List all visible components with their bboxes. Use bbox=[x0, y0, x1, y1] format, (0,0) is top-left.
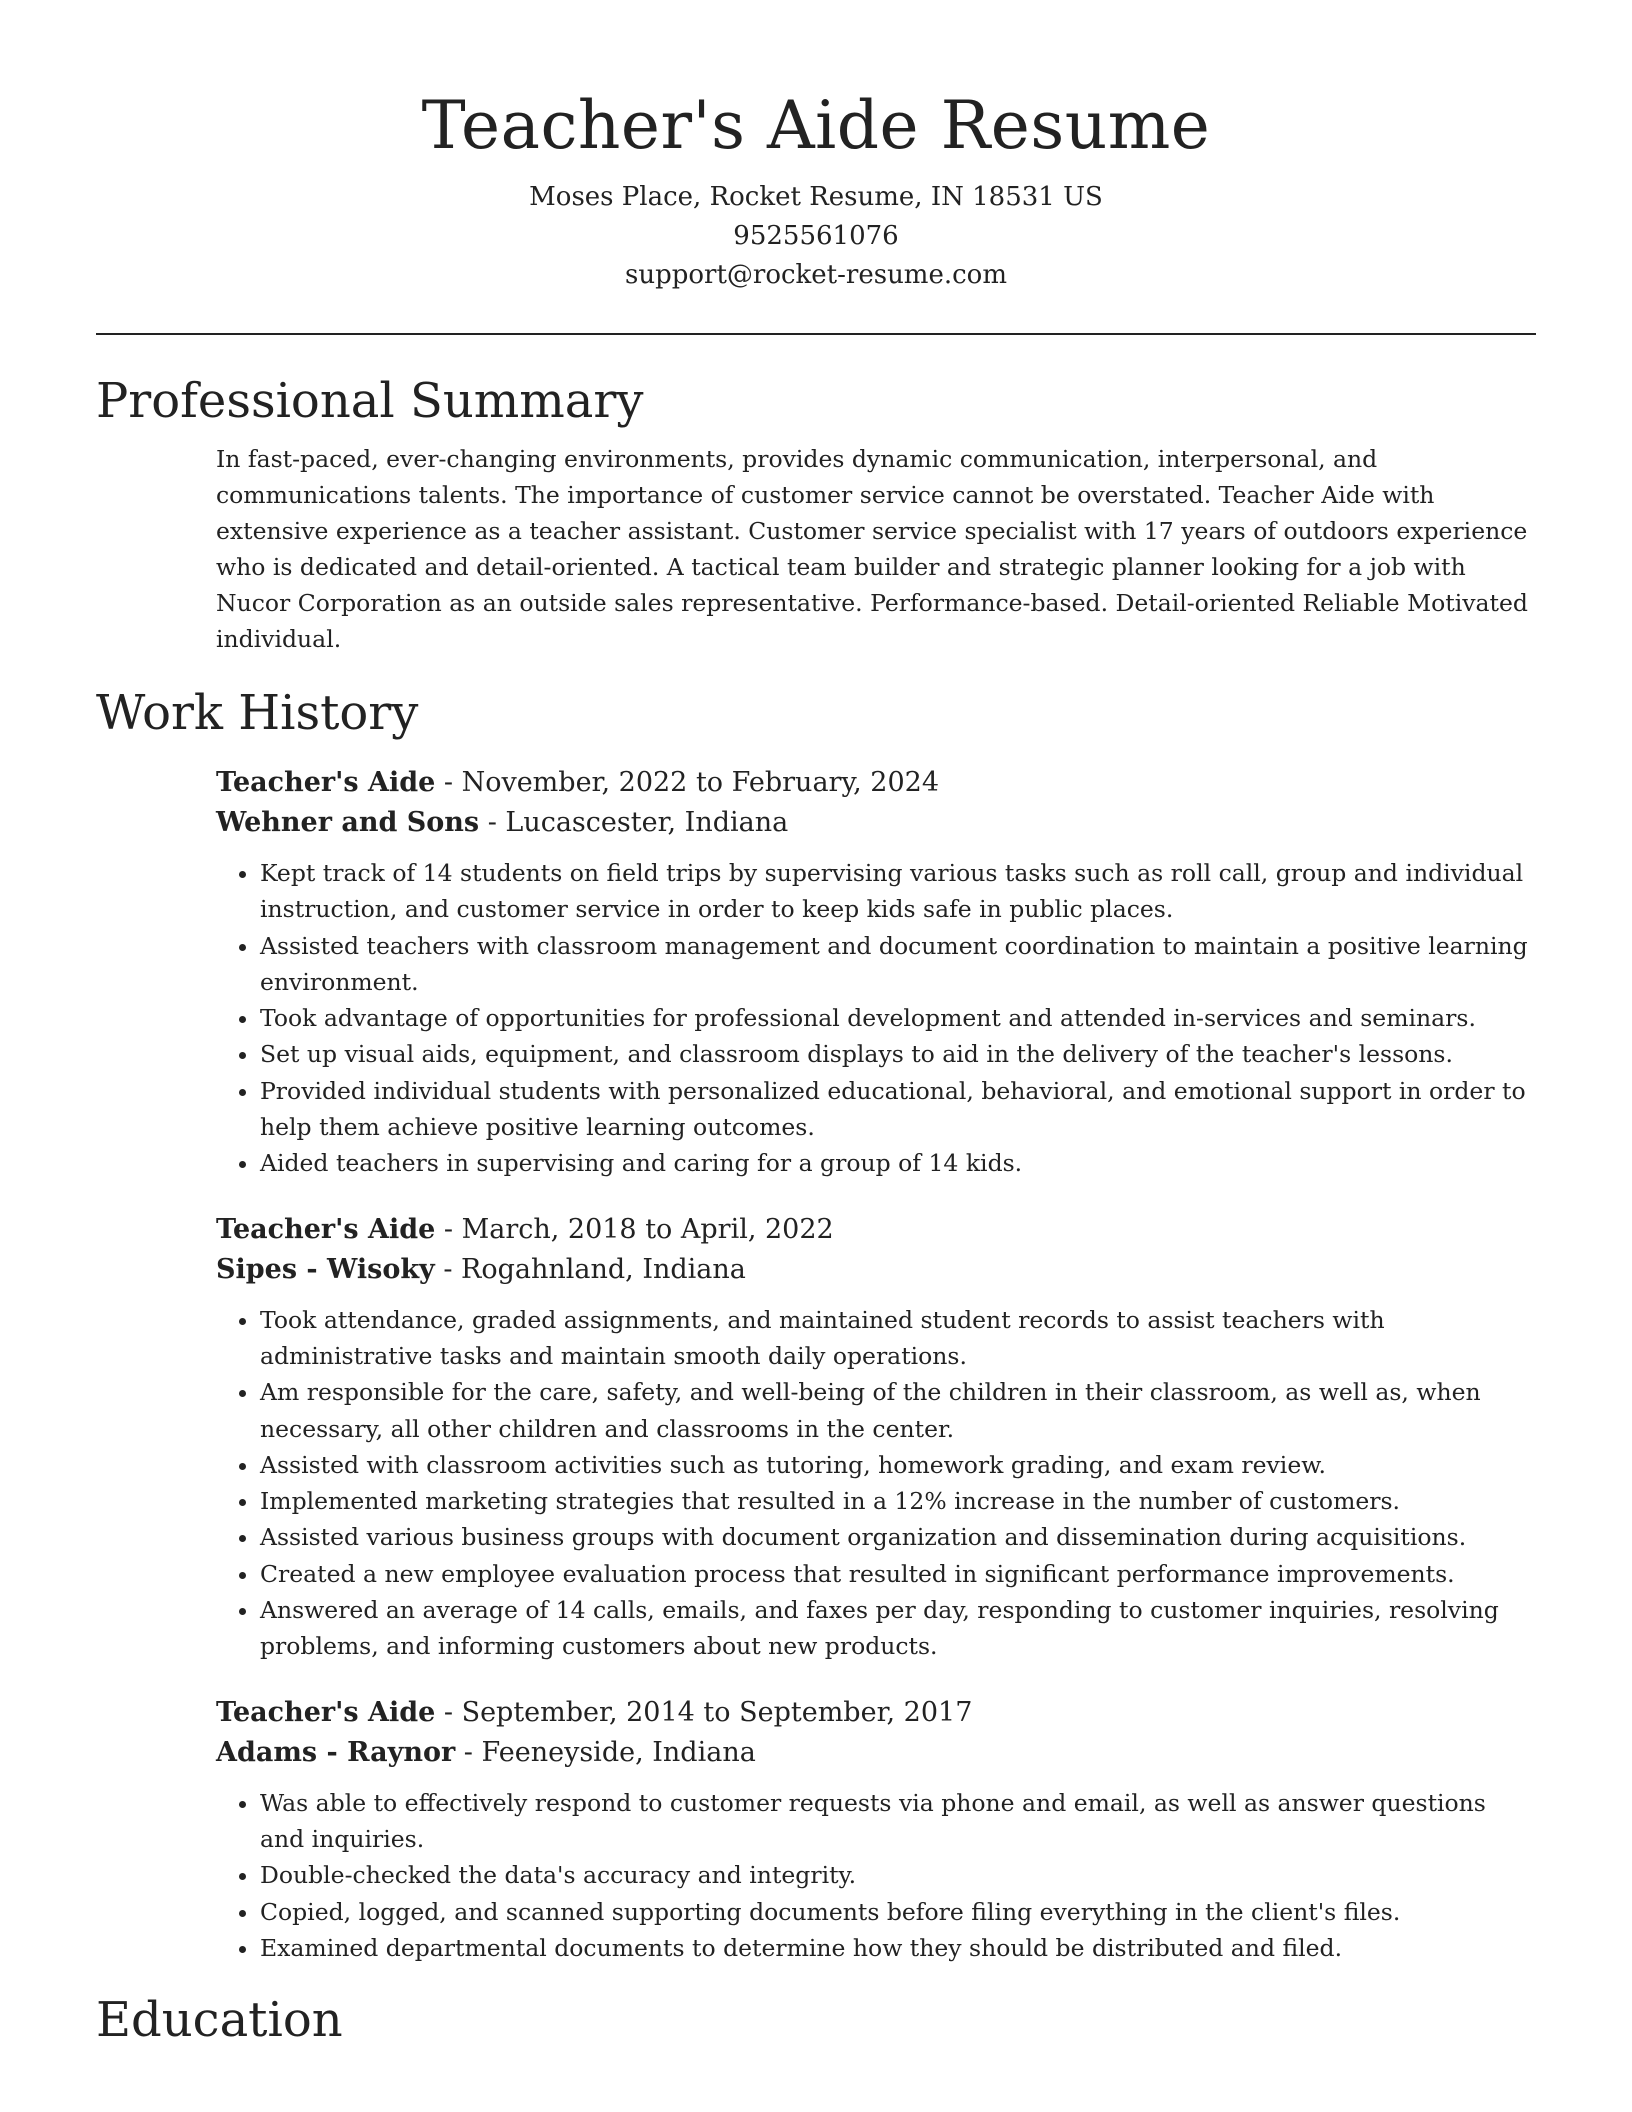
header-divider bbox=[96, 333, 1536, 335]
resume-header bbox=[96, 0, 1536, 295]
job-entry-1 bbox=[216, 763, 1536, 1182]
list-item: • Assisted teachers with classroom management and document coordination to maintain a positive learning environment. bbox=[260, 928, 1536, 1001]
summary-text: In fast-paced, ever-changing environments, provides dynamic communication, interpersonal, and communications talents. The importance of customer service cannot be overstated. Teacher Aide with extensive experience as a teacher assistant. Customer service specialist with 17 years of outdoors experience who is dedicated and detail-oriented. A tactical team builder and strategic planner looking for a job with Nucor Corporation as an outside sales representative. Performance-based. Detail-oriented Reliable Motivated individual. bbox=[216, 445, 1528, 653]
list-item: • Answered an average of 14 calls, emails, and faxes per day, responding to customer inquiries, resolving problems, and informing customers about new products. bbox=[260, 1592, 1536, 1665]
summary-heading: Professional Summary bbox=[96, 373, 644, 429]
list-item: • Am responsible for the care, safety, and well-being of the children in their classroom, as well as, when necessary, all other children and classrooms in the center. bbox=[260, 1374, 1536, 1447]
list-item: • Assisted various business groups with document organization and dissemination during acquisitions. bbox=[260, 1519, 1536, 1555]
job-dates: - March, 2018 to April, 2022 bbox=[435, 1213, 834, 1245]
list-item: • Set up visual aids, equipment, and classroom displays to aid in the delivery of the teacher's lessons. bbox=[260, 1036, 1536, 1072]
list-item: • Double-checked the data's accuracy and integrity. bbox=[260, 1857, 1536, 1893]
list-item: • Took attendance, graded assignments, and maintained student records to assist teachers with administrative tasks and maintain smooth daily operations. bbox=[260, 1302, 1536, 1375]
contact-phone: 9525561076 bbox=[733, 221, 899, 251]
job-dates: - September, 2014 to September, 2017 bbox=[435, 1696, 973, 1728]
contact-address: Moses Place, Rocket Resume, IN 18531 US bbox=[529, 182, 1103, 212]
job-role: Teacher's Aide bbox=[216, 1213, 436, 1245]
job-company: Wehner and Sons bbox=[216, 807, 480, 838]
resume-page bbox=[96, 0, 1536, 2050]
job-company: Sipes - Wisoky bbox=[216, 1253, 435, 1285]
job-title-line bbox=[216, 763, 1536, 803]
job-entry-2 bbox=[216, 1210, 1536, 1665]
list-item: • Kept track of 14 students on field trips by supervising various tasks such as roll call, group and individual instruction, and customer service in order to keep kids safe in public places. bbox=[260, 855, 1536, 928]
job-entry-3 bbox=[216, 1693, 1536, 1966]
job-bullets bbox=[216, 1302, 1536, 1665]
job-title-line bbox=[216, 1693, 1536, 1733]
list-item: • Created a new employee evaluation process that resulted in significant performance improvements. bbox=[260, 1556, 1536, 1592]
list-item: • Provided individual students with personalized educational, behavioral, and emotional support in order to help them achieve positive learning outcomes. bbox=[260, 1073, 1536, 1146]
job-company: Adams - Raynor bbox=[216, 1736, 456, 1768]
list-item: • Was able to effectively respond to customer requests via phone and email, as well as answer questions and inquiries. bbox=[260, 1785, 1536, 1858]
job-role: Teacher's Aide bbox=[216, 767, 436, 798]
job-company-line bbox=[216, 1733, 1536, 1773]
job-location: - Rogahnland, Indiana bbox=[434, 1253, 746, 1285]
job-company-line bbox=[216, 803, 1536, 843]
contact-block bbox=[96, 178, 1536, 295]
resume-title: Teacher's Aide Resume bbox=[421, 87, 1211, 164]
list-item: • Implemented marketing strategies that resulted in a 12% increase in the number of customers. bbox=[260, 1483, 1536, 1519]
job-company-line bbox=[216, 1250, 1536, 1290]
job-bullets bbox=[216, 855, 1536, 1182]
list-item: • Took advantage of opportunities for professional development and attended in-services and seminars. bbox=[260, 1000, 1536, 1036]
list-item: • Examined departmental documents to determine how they should be distributed and filed. bbox=[260, 1930, 1536, 1966]
job-title-line bbox=[216, 1210, 1536, 1250]
education-heading: Education bbox=[96, 1992, 343, 2049]
list-item: • Aided teachers in supervising and caring for a group of 14 kids. bbox=[260, 1145, 1536, 1181]
work-history-heading: Work History bbox=[96, 685, 419, 741]
job-location: - Lucascester, Indiana bbox=[479, 807, 789, 838]
list-item: • Copied, logged, and scanned supporting documents before filing everything in the client's files. bbox=[260, 1894, 1536, 1930]
job-dates: - November, 2022 to February, 2024 bbox=[435, 767, 939, 798]
job-role: Teacher's Aide bbox=[216, 1696, 436, 1728]
list-item: • Assisted with classroom activities such as tutoring, homework grading, and exam review. bbox=[260, 1447, 1536, 1483]
contact-email: support@rocket-resume.com bbox=[624, 260, 1007, 290]
job-bullets bbox=[216, 1785, 1536, 1966]
job-location: - Feeneyside, Indiana bbox=[455, 1736, 756, 1768]
